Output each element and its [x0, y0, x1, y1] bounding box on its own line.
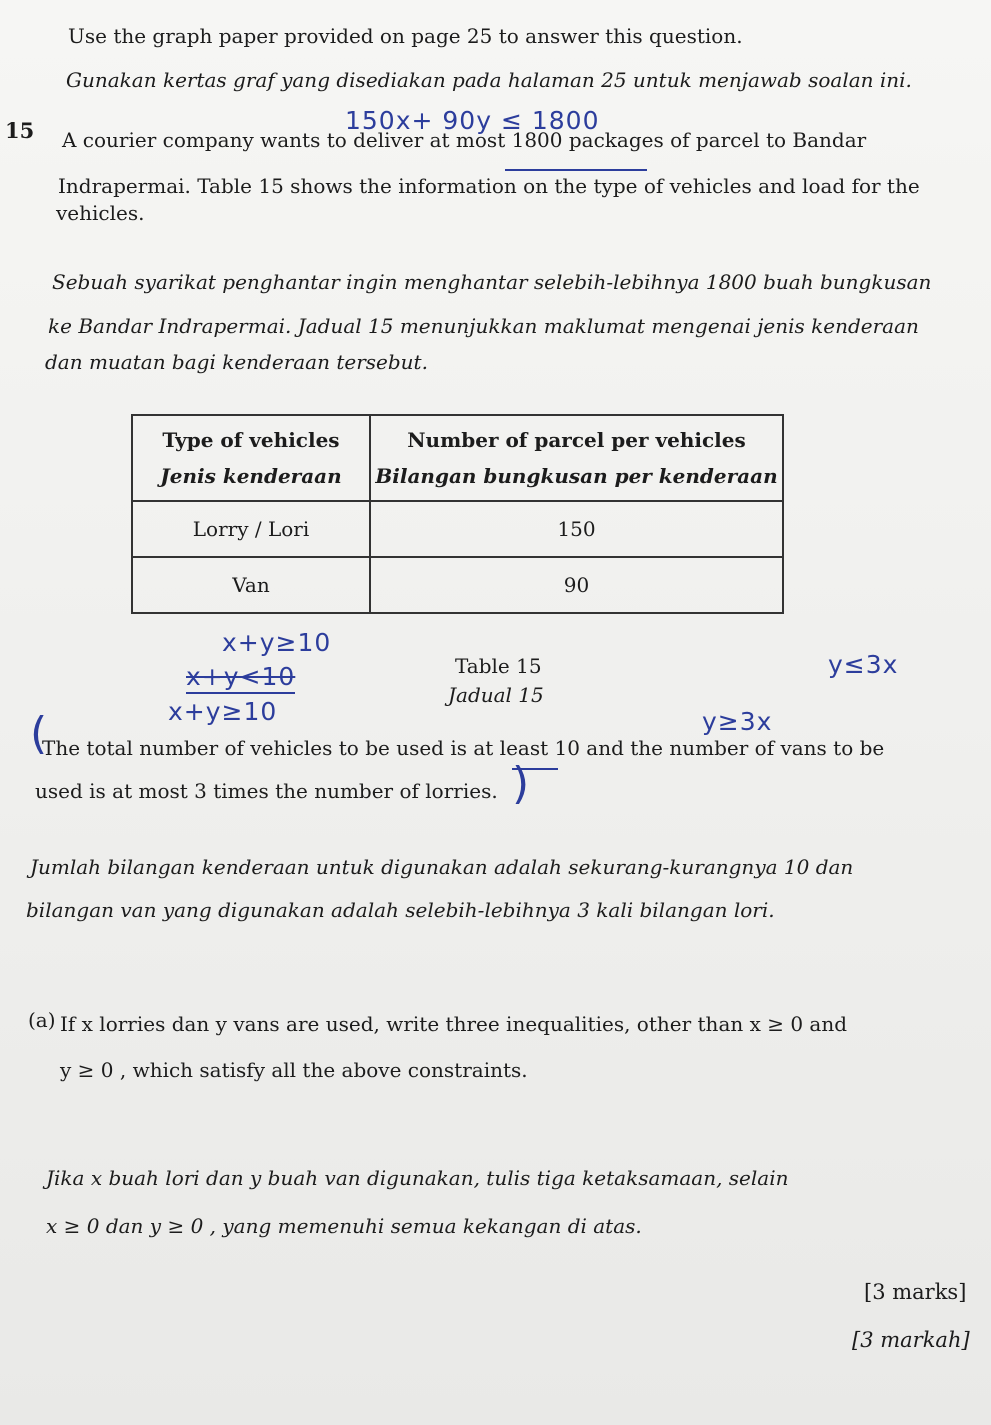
table-caption-en: Table 15: [455, 654, 542, 678]
header-type-of-vehicles: Type of vehicles Jenis kenderaan: [132, 415, 370, 501]
table-row: [132, 501, 783, 557]
handwritten-right-note-1: y≤3x: [828, 650, 899, 679]
constraint-ms-line1: Jumlah bilangan kenderaan untuk digunakan adalah sekurang-kurangnya 10 dan: [30, 855, 854, 879]
intro-malay: Gunakan kertas graf yang disediakan pada halaman 25 untuk menjawab soalan ini.: [66, 68, 912, 92]
question-ms-line1: Sebuah syarikat penghantar ingin menghantar selebih-lebihnya 1800 buah bungkusan: [52, 270, 932, 294]
handwritten-right-note-2: y≥3x: [702, 707, 773, 736]
question-en-line2: Indrapermai. Table 15 shows the information on the type of vehicles and load for the: [58, 174, 920, 198]
part-a-en-line1: If x lorries dan y vans are used, write three inequalities, other than x ≥ 0 and: [60, 1012, 848, 1036]
handwritten-note-1: x+y≥10: [222, 628, 332, 657]
part-a-en-line2: y ≥ 0 , which satisfy all the above constraints.: [60, 1058, 528, 1082]
constraint-ms-line2: bilangan van yang digunakan adalah selebih-lebihnya 3 kali bilangan lori.: [26, 898, 775, 922]
marks-en: [3 marks]: [864, 1280, 967, 1304]
table-caption-ms: Jadual 15: [448, 683, 544, 707]
question-en-line1: A courier company wants to deliver at most 1800 packages of parcel to Bandar: [62, 128, 867, 152]
header-number-of-parcel: Number of parcel per vehicles Bilangan bungkusan per kenderaan: [370, 415, 783, 501]
table-row: [132, 557, 783, 613]
handwritten-note-3: x+y≥10: [168, 697, 278, 726]
handwritten-bracket-open: (: [30, 708, 48, 759]
cell-vehicle-type: Lorry / Lori: [132, 501, 370, 557]
handwritten-note-2: x+y<10: [186, 662, 295, 691]
part-a-label: (a): [28, 1008, 56, 1032]
marks-ms: [3 markah]: [852, 1328, 970, 1352]
table-header-row: [132, 415, 783, 501]
constraint-en-line1: The total number of vehicles to be used is at least 10 and the number of vans to be: [42, 736, 885, 760]
question-number: 15: [5, 118, 35, 143]
question-ms-line2: ke Bandar Indrapermai. Jadual 15 menunjukkan maklumat mengenai jenis kenderaan: [48, 314, 919, 338]
handwritten-inequality-top: 150x+ 90y ≤ 1800: [345, 106, 600, 135]
question-en-line3: vehicles.: [56, 201, 145, 225]
constraint-en-line2: used is at most 3 times the number of lorries.: [35, 779, 498, 803]
intro-english: Use the graph paper provided on page 25 to answer this question.: [68, 24, 743, 48]
handwritten-underline: [505, 169, 647, 171]
cell-parcels: 150: [370, 501, 783, 557]
cell-parcels: 90: [370, 557, 783, 613]
cell-vehicle-type: Van: [132, 557, 370, 613]
part-a-ms-line2: x ≥ 0 dan y ≥ 0 , yang memenuhi semua kekangan di atas.: [46, 1214, 642, 1238]
handwritten-bracket-close: ): [512, 758, 530, 809]
question-ms-line3: dan muatan bagi kenderaan tersebut.: [45, 350, 428, 374]
vehicle-table: [131, 414, 784, 614]
part-a-ms-line1: Jika x buah lori dan y buah van digunakan, tulis tiga ketaksamaan, selain: [46, 1166, 789, 1190]
